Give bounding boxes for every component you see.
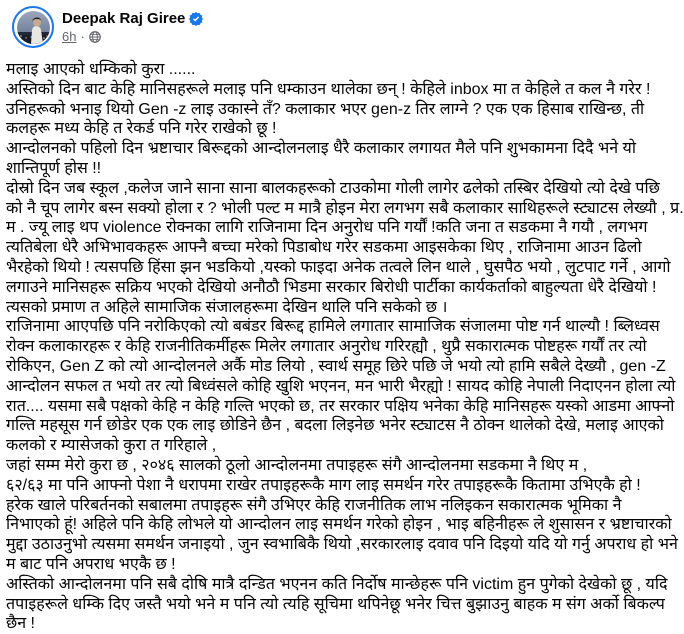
header-text xyxy=(62,10,203,44)
globe-icon xyxy=(89,31,101,43)
post-line: म . ज्यू लाइ थप violence रोक्नका लागि राजिनामा दिन अनुरोध पनि गर्यौं !कति जना त सडकमा नै गयौ , लगभग xyxy=(6,219,648,237)
post-line: उनिहरूको भनाइ थियो Gen -z लाइ उकास्ने तँ? कलाकार भएर gen-z तिर लाग्ने ? एक एक हिसाब राखिन्छ, ती xyxy=(6,100,645,118)
post-line: शान्तिपूर्ण होस !! xyxy=(6,159,102,177)
avatar[interactable] xyxy=(12,6,54,48)
post-line: छैन ! xyxy=(6,615,35,633)
post-line: अस्तिको दिन बाट केहि मानिसहरूले मलाइ पनि धम्काउन थालेका छन् ! केहिले inbox मा त केहिले त कल नै गरेर ! xyxy=(6,80,651,98)
post-line: रोकिएन, Gen Z को त्यो आन्दोलनले अर्कै मोड लियो , स्वार्थ समूह छिरे पछि जे भयो त्यो हामि सबैले देख्यौ , gen -Z xyxy=(6,357,666,375)
avatar-photo xyxy=(17,11,50,44)
post-line: लगाउने मानिसहरू सक्रिय भएको देखियो अनौठौ भिडमा सरकार बिरोधी पार्टीका कार्यकर्ताको बाहुल्यता धेरै देखियो ! xyxy=(6,278,657,296)
post-line: को नै चूप लागेर बस्न सक्यो होला र ? भोली पल्ट म मात्रै होइन मेरा लगभग सबै कलाकार साथिहरूले स्ट्याटस लेख्यौ , प्र. xyxy=(6,199,684,217)
post-line: तपाइहरूले धम्कि दिए जस्तै भयो भने म पनि त्यो त्यहि सूचिमा थपिनेछू भनेर चित्त बुझाउनु बाहक म संग अर्को बिकल्प xyxy=(6,595,665,613)
post-line: कलको र म्यासेजको कुरा त गरिहाले , xyxy=(6,437,217,455)
post-line: त्यतिबेला धेरै अभिभावकहरू आफ्नै बच्चा मरेको पिडाबोध गरेर सडकमा आइसकेका थिए , राजिनामा आउन ढिलो xyxy=(6,239,642,257)
post-line: कलहरू मध्य केहि त रेकर्ड पनि गरेर राखेको छू ! xyxy=(6,120,277,138)
post-text xyxy=(6,60,684,634)
post-line: म बाट पनि अपराध भएकै छ ! xyxy=(6,555,176,573)
post-line: जहां सम्म मेरो कुरा छ , २०४६ सालको ठूलो आन्दोलनमा तपाइहरू संगै आन्दोलनमा सडकमा नै थिए म , xyxy=(6,456,588,474)
post-line: अस्तिको आन्दोलनमा पनि सबै दोषि मात्रै दन्डित भएनन कति निर्दोष मान्छेहरू पनि victim हुन पुगेको देखेको छू , यदि xyxy=(6,575,668,593)
post-line: गल्ति महसूस गर्न छोडेर एक एक लाइ छोडिने छैन , बदला लिइनेछ भनेर स्ट्याटस नै ठोक्न थालेको देखे, मलाइ आएको xyxy=(6,417,664,435)
author-name[interactable]: Deepak Raj Giree xyxy=(62,10,186,27)
post-line: त्यसको प्रमाण त अहिले सामाजिक संजालहरूमा देखिन थालि पनि सकेको छ । xyxy=(6,298,448,316)
post-header xyxy=(12,6,203,48)
post-line: भैरहेको थियो ! त्यसपछि हिंसा झन भडकियो ,यस्को फाइदा अनेक तत्वले लिन थाले , घुसपैठ भयो , लुटपाट गर्ने , आगो xyxy=(6,258,671,276)
name-row xyxy=(62,10,203,27)
post-line: हरेक खाले परिबर्तनको सबालमा तपाइहरू संगै उभिएर केहि राजनीतिक लाभ नलिइकन सकारात्मक भूमिका नै xyxy=(6,496,622,514)
verified-badge-icon xyxy=(189,12,203,26)
post-line: आन्दोलन सफल त भयो तर त्यो बिध्वंसले कोहि खुशि भएनन, मन भारी भैरह्यो ! सायद कोहि नेपाली निदाएनन होला त्यो xyxy=(6,377,676,395)
post-line: ६२/६३ मा पनि आफ्नो पेशा नै धरापमा राखेर तपाइहरूकै माग लाइ समर्थन गरेर तपाइहरूकै कितामा उभिएकै हो ! xyxy=(6,476,641,494)
post-line: रात.... यसमा सबै पक्षको केहि न केहि गल्ति भएको छ, तर सरकार पक्षिय भनेका केहि मानिसहरू यस्को आडमा आफ्नो xyxy=(6,397,675,415)
meta-row xyxy=(62,29,203,44)
post-line: मलाइ आएको धम्किको कुरा ...... xyxy=(6,61,196,78)
post-line: निभाएको हूं! अहिले पनि केहि लोभले यो आन्दोलन लाइ समर्थन गरेको होइन , भाइ बहिनीहरू ले शुसासन र भ्रष्टाचारको xyxy=(6,516,672,534)
post-line: मुद्दा उठाउनुभो त्यसमा समर्थन जनाइयो , जुन स्वभाबिकै थियो ,सरकारलाइ दवाव पनि दिइयो यदि यो गर्नु अपराध हो भने xyxy=(6,536,678,554)
post-line: राजिनामा आएपछि पनि नरोकिएको त्यो बबंडर बिरूद्द हामिले लगातार सामाजिक संजालमा पोष्ट गर्न थाल्यौ ! ब्लिध्वस xyxy=(6,318,660,336)
post-line: दोस्रो दिन जब स्कूल ,कलेज जाने साना साना बालकहरूको टाउकोमा गोली लागेर ढलेको तस्बिर देखियो त्यो देखे पछि xyxy=(6,179,660,197)
meta-separator: · xyxy=(80,29,85,44)
post-line: रोक्न कलाकारहरू र केहि राजनीतिकर्मीहरू मिलेर लगातार अनुरोध गरिरह्यौ , थुप्रै सकारात्मक पोष्टहरू गर्यौं तर त्यो xyxy=(6,338,647,356)
post-line: आन्दोलनको पहिलो दिन भ्रष्टाचार बिरूद्दको आन्दोलनलाइ धैरै कलाकार लगायत मैले पनि शुभकामना दिदै भने यो xyxy=(6,140,636,158)
timestamp-link[interactable]: 6h xyxy=(62,29,77,44)
